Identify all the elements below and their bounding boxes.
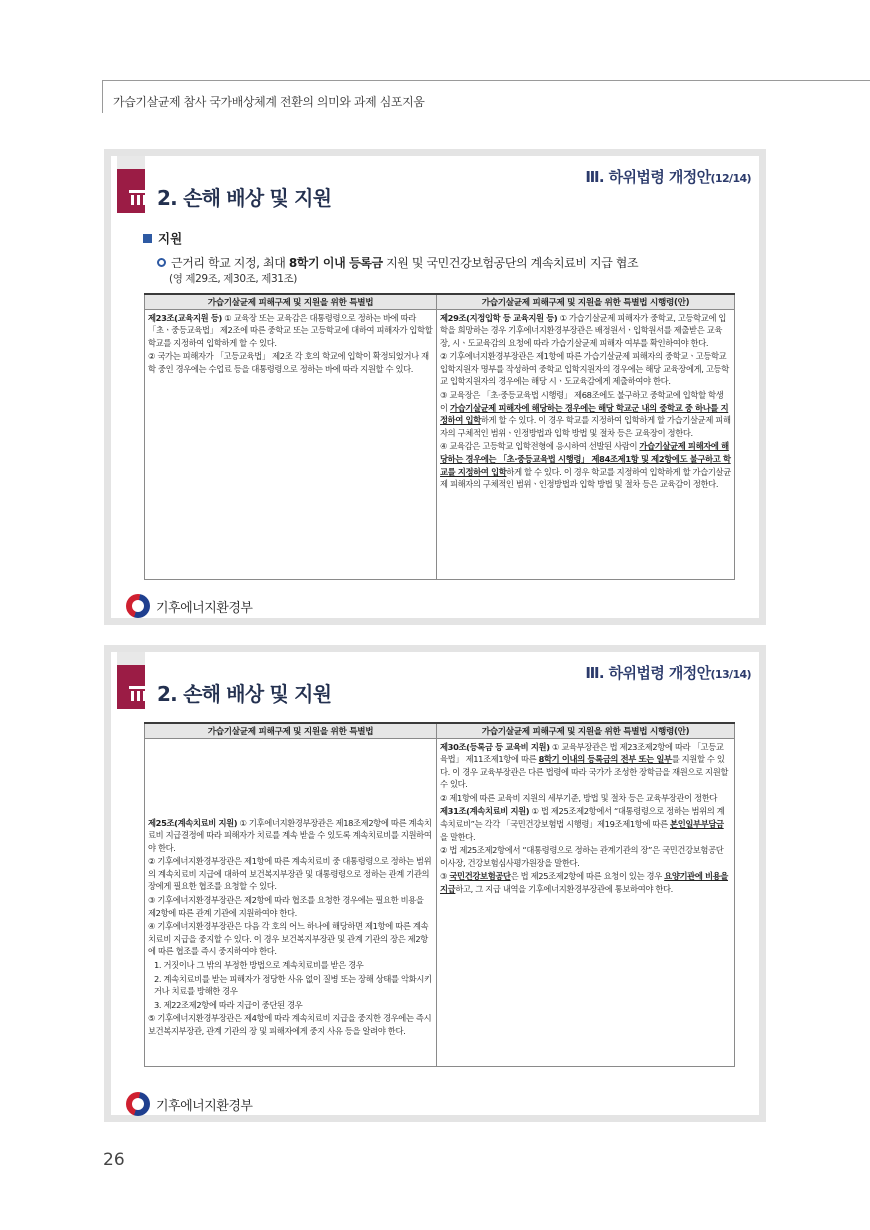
law-article-25-p4: ④ 기후에너지환경부장관은 다음 각 호의 어느 하나에 해당하면 제1항에 따른 계속치료비 지급을 중지할 수 있다. 이 경우 보건복지부장관 및 관계 기관의 장은 제2항에 따른 협조를 즉시 중지하여야 한다. bbox=[148, 921, 429, 957]
summary-bullet: 근거리 학교 지정, 최대 8학기 이내 등록금 지원 및 국민건강보험공단의 계속치료비 지급 협조 bbox=[157, 254, 638, 271]
decree-article-30: 제30조(등록금 등 교육비 지원) ① 교육부장관은 법 제23조제2항에 따라 「고등교육법」 제11조제1항에 따른 8학기 이내의 등록금의 전부 또는 일부를 지원할 수 있다. 이 경우 교육부장관은 다른 법령에 따라 국가가 조성한 장학금을 재원으로 지원할 수 있다. bbox=[440, 741, 729, 790]
law-article-25: 제25조(계속치료비 지원) ① 기후에너지환경부장관은 제18조제2항에 따른 계속치료비 지급결정에 따라 피해자가 치료를 계속 받을 수 있도록 계속치료비를 지원하여야 한다. bbox=[148, 817, 432, 853]
blank-space bbox=[148, 741, 433, 817]
decree-article-31: 제31조(계속치료비 지원) ① 법 제25조제2항에서 “대통령령으로 정하는 범위의 계속치료비”는 각각 「국민건강보험법 시행령」제19조제1항에 따른 본인일부부담금을 말한다. bbox=[440, 806, 725, 842]
section-label: Ⅲ. 하위법령 개정안(13/14) bbox=[585, 664, 751, 682]
slide-title: 2. 손해 배상 및 지원 bbox=[157, 186, 332, 210]
law-article-23: 제23조(교육지원 등) ① 교육장 또는 교육감은 대통령령으로 정하는 바에 따라 「초ㆍ중등교육법」 제2조에 따른 중학교 또는 고등학교에 대하여 피해자가 입학할 학교를 지정하여 입학하게 할 수 있다. bbox=[148, 312, 433, 348]
slide-13 bbox=[104, 645, 766, 1122]
decree-article-29-p3: ③ 교육장은 「초·중등교육법 시행령」 제68조에도 불구하고 중학교에 입학할 학생이 가습기살균제 피해자에 해당하는 경우에는 해당 학교군 내의 중학교 중 하나를 지정하여 입학하게 할 수 있다. 이 경우 학교를 지정하여 입학하게 할 가습기살균제 피해자의 구체적인 범위ㆍ인정방법과 입학 방법 및 절차 등은 교육장이 정한다. bbox=[440, 390, 731, 438]
law-cell bbox=[145, 309, 437, 579]
document-header-title: 가습기살균제 참사 국가배상체계 전환의 의미와 과제 심포지움 bbox=[113, 95, 425, 109]
ministry-logo bbox=[126, 594, 252, 618]
pillar-icon bbox=[129, 686, 148, 704]
slide-12 bbox=[104, 149, 766, 625]
law-article-25-p5: ⑤ 기후에너지환경부장관은 제4항에 따라 계속치료비 지급을 중지한 경우에는 즉시 보건복지부장관, 관계 기관의 장 및 피해자에게 중지 사유 등을 알려야 한다. bbox=[148, 1013, 432, 1036]
column-header-law: 가습기살균제 피해구제 및 지원을 위한 특별법 bbox=[145, 294, 437, 309]
document-header bbox=[102, 80, 870, 113]
ministry-name: 기후에너지환경부 bbox=[156, 1098, 253, 1114]
law-article-25-p4-item1: 1. 거짓이나 그 밖의 부정한 방법으로 계속치료비를 받은 경우 bbox=[154, 960, 364, 971]
government-emblem-icon bbox=[126, 1092, 150, 1116]
decree-cell bbox=[437, 309, 735, 579]
government-emblem-icon bbox=[126, 594, 150, 618]
comparison-table bbox=[144, 293, 735, 580]
decree-article-30-p2: ② 제1항에 따른 교육비 지원의 세부기준, 방법 및 절차 등은 교육부장관이 정한다 bbox=[440, 792, 718, 803]
decree-article-31-p2: ② 법 제25조제2항에서 “대통령령으로 정하는 관계기관의 장”은 국민건강보험공단 이사장, 건강보험심사평가원장을 말한다. bbox=[440, 845, 724, 868]
slide-title: 2. 손해 배상 및 지원 bbox=[157, 682, 332, 706]
law-article-23-p2: ② 국가는 피해자가 「고등교육법」 제2조 각 호의 학교에 입학이 확정되었거나 재학 중인 경우에는 수업료 등을 대통령령으로 정하는 바에 따라 지원할 수 있다. bbox=[148, 351, 429, 374]
law-article-25-p4-item3: 3. 제22조제2항에 따라 지급이 중단된 경우 bbox=[154, 999, 303, 1010]
law-article-25-p3: ③ 기후에너지환경부장관은 제2항에 따라 협조를 요청한 경우에는 필요한 비용을 제2항에 따른 관계 기관에 지원하여야 한다. bbox=[148, 895, 424, 918]
column-header-decree: 가습기살균제 피해구제 및 지원을 위한 특별법 시행령(안) bbox=[437, 723, 735, 738]
law-article-25-p4-item2: 2. 계속치료비를 받는 피해자가 정당한 사유 없이 질병 또는 장해 상태를 악화시키거나 치료를 방해한 경우 bbox=[154, 973, 432, 997]
summary-bullet-reference: (영 제29조, 제30조, 제31조) bbox=[169, 273, 297, 285]
column-header-law: 가습기살균제 피해구제 및 지원을 위한 특별법 bbox=[145, 723, 437, 738]
law-cell bbox=[145, 738, 437, 1066]
law-article-25-p2: ② 기후에너지환경부장관은 제1항에 따른 계속치료비 중 대통령령으로 정하는 범위의 계속치료비 지급에 대하여 보건복지부장관 및 대통령령으로 정하는 관계 기관의 장에게 필요한 협조를 요청할 수 있다. bbox=[148, 856, 432, 892]
decree-cell bbox=[437, 738, 735, 1066]
ministry-name: 기후에너지환경부 bbox=[156, 600, 253, 616]
ministry-logo bbox=[126, 1092, 252, 1116]
section-marker bbox=[117, 156, 145, 213]
section-label: Ⅲ. 하위법령 개정안(12/14) bbox=[585, 168, 751, 186]
section-marker bbox=[117, 652, 145, 709]
pillar-icon bbox=[129, 190, 148, 208]
decree-article-31-p3: ③ 국민건강보험공단은 법 제25조제2항에 따른 요청이 있는 경우 요양기관에 비용을 지급하고, 그 지급 내역을 기후에너지환경부장관에 통보하여야 한다. bbox=[440, 871, 729, 895]
subhead: 지원 bbox=[143, 229, 182, 247]
decree-article-29-p4: ④ 교육감은 고등학교 입학전형에 응시하여 선발된 사람이 가습기살균제 피해자에 해당하는 경우에는 「초·중등교육법 시행령」 제84조제1항 및 제2항에도 불구하고 학교를 지정하여 입학하게 할 수 있다. 이 경우 학교를 지정하여 입학하게 할 가습기살균제 피해자의 구체적인 범위ㆍ인정방법과 입학 방법 및 절차 등은 교육감이 정한다. bbox=[440, 441, 731, 490]
decree-article-29: 제29조(지정입학 등 교육지원 등) ① 가습기살균제 피해자가 중학교, 고등학교에 입학을 희망하는 경우 기후에너지환경부장관은 배정원서ㆍ입학원서를 제출받은 교육장, 시ㆍ도교육감의 요청에 따라 가습기살균제 피해자 여부를 확인하여야 한다. bbox=[440, 312, 727, 348]
column-header-decree: 가습기살균제 피해구제 및 지원을 위한 특별법 시행령(안) bbox=[437, 294, 735, 309]
page-number: 26 bbox=[103, 1150, 125, 1170]
decree-article-29-p2: ② 기후에너지환경부장관은 제1항에 따른 가습기살균제 피해자의 중학교ㆍ고등학교 입학지원자 명부를 작성하여 중학교 입학지원자의 경우에는 해당 교육장에게, 고등학교 입학지원자의 경우에는 해당 시ㆍ도교육감에게 제출하여야 한다. bbox=[440, 351, 729, 387]
ring-bullet-icon bbox=[157, 258, 166, 267]
comparison-table bbox=[144, 722, 735, 1067]
